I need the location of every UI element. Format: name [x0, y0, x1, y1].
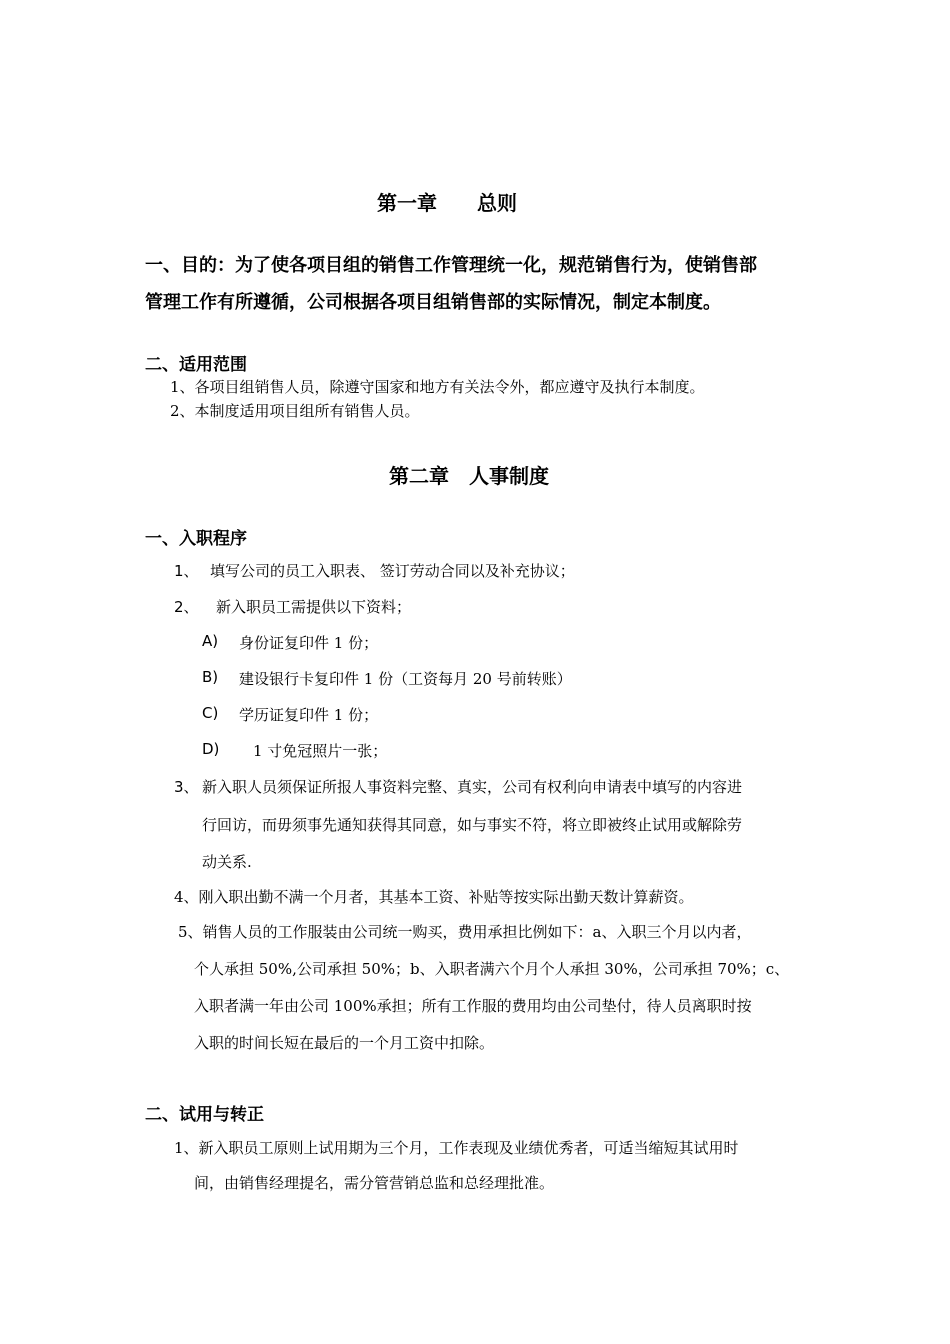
onboarding-item-4: 4、刚入职出勤不满一个月者，其基本工资、补贴等按实际出勤天数计算薪资。	[174, 888, 694, 906]
onboarding-item-2-number: 2、	[174, 598, 199, 616]
probation-item-1-line-1: 1、新入职员工原则上试用期为三个月，工作表现及业绩优秀者，可适当缩短其试用时	[174, 1139, 739, 1157]
onboarding-item-1-text: 填写公司的员工入职表、 签订劳动合同以及补充协议；	[210, 562, 575, 580]
purpose-line-2: 管理工作有所遵循，公司根据各项目组销售部的实际情况，制定本制度。	[145, 292, 721, 313]
onboarding-item-3-line-1: 新入职人员须保证所报人事资料完整、真实，公司有权利向申请表中填写的内容进	[202, 778, 743, 796]
sub-item-c-label: C)	[202, 704, 219, 722]
probation-heading: 二、试用与转正	[145, 1105, 264, 1125]
sub-item-c-text: 学历证复印件 1 份；	[239, 706, 379, 724]
onboarding-item-3-line-2: 行回访，而毋须事先通知获得其同意，如与事实不符，将立即被终止试用或解除劳	[202, 816, 743, 834]
onboarding-item-3-line-3: 动关系.	[202, 853, 252, 871]
onboarding-item-5-line-1: 5、销售人员的工作服装由公司统一购买，费用承担比例如下：a、入职三个月以内者，	[178, 923, 752, 941]
scope-item-2: 2、本制度适用项目组所有销售人员。	[170, 402, 420, 420]
onboarding-item-5-line-2: 个人承担 50%,公司承担 50%；b、入职者满六个月个人承担 30%，公司承担 70%；c、	[194, 960, 790, 978]
chapter-2-title: 第二章 人事制度	[389, 464, 549, 488]
onboarding-item-2-text: 新入职员工需提供以下资料；	[216, 598, 412, 616]
scope-heading: 二、适用范围	[145, 355, 247, 375]
chapter-1-title: 第一章 总则	[377, 191, 517, 215]
onboarding-heading: 一、入职程序	[145, 529, 247, 549]
onboarding-item-3-number: 3、	[174, 778, 199, 796]
onboarding-item-5-line-3: 入职者满一年由公司 100%承担；所有工作服的费用均由公司垫付，待人员离职时按	[194, 997, 752, 1015]
onboarding-item-5-line-4: 入职的时间长短在最后的一个月工资中扣除。	[194, 1034, 495, 1052]
scope-item-1: 1、各项目组销售人员，除遵守国家和地方有关法令外，都应遵守及执行本制度。	[170, 378, 705, 396]
sub-item-b-text: 建设银行卡复印件 1 份（工资每月 20 号前转账）	[239, 670, 572, 688]
sub-item-a-text: 身份证复印件 1 份；	[239, 634, 379, 652]
probation-item-1-line-2: 间，由销售经理提名，需分管营销总监和总经理批准。	[194, 1174, 555, 1192]
sub-item-d-label: D)	[202, 740, 220, 758]
purpose-line-1: 一、目的：为了使各项目组的销售工作管理统一化，规范销售行为，使销售部	[145, 255, 757, 276]
onboarding-item-1-number: 1、	[174, 562, 199, 580]
sub-item-a-label: A)	[202, 632, 219, 650]
sub-item-b-label: B)	[202, 668, 219, 686]
sub-item-d-text: 1 寸免冠照片一张；	[253, 742, 388, 760]
